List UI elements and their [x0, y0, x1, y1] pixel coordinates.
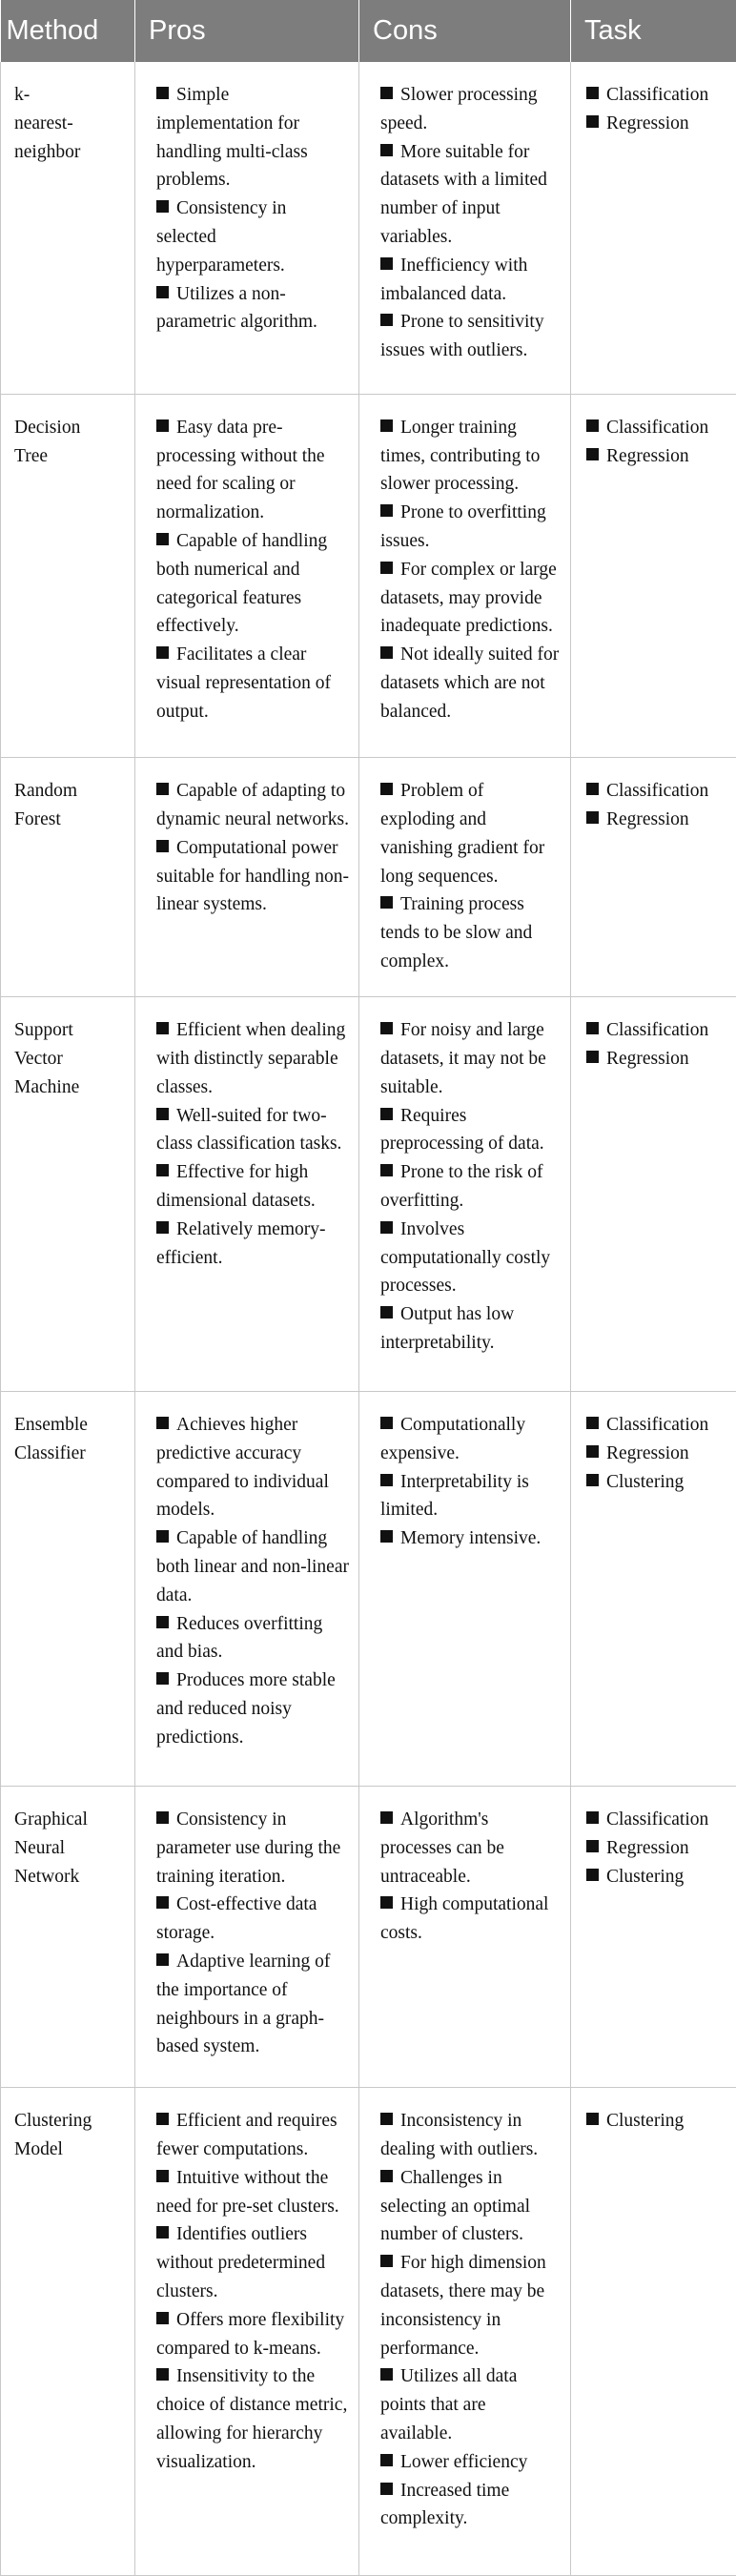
task-cell	[571, 1392, 736, 1787]
pro-item-text: Computational power suitable for handling non-linear systems.	[156, 837, 349, 915]
bullet-square-icon	[586, 1840, 599, 1852]
pro-item	[156, 2220, 349, 2305]
cons-cell	[359, 1787, 571, 2088]
method-name-line: Network	[14, 1866, 80, 1887]
method-name-line: Graphical	[14, 1809, 88, 1830]
task-item	[586, 806, 726, 834]
con-item	[380, 1216, 561, 1300]
con-item-text: Training process tends to be slow and complex.	[380, 894, 533, 971]
con-item-text: Algorithm's processes can be untraceable.	[380, 1809, 504, 1887]
bullet-square-icon	[156, 1530, 169, 1543]
pro-item	[156, 1016, 349, 1101]
pro-item	[156, 414, 349, 527]
con-item-text: Memory intensive.	[400, 1528, 542, 1549]
pro-item	[156, 834, 349, 919]
header-task: Task	[571, 0, 736, 62]
bullet-square-icon	[380, 1164, 393, 1176]
bullet-square-icon	[156, 783, 169, 795]
task-cell	[571, 2088, 736, 2576]
pro-item-text: Offers more flexibility compared to k-means.	[156, 2309, 345, 2359]
bullet-square-icon	[586, 1445, 599, 1458]
bullet-square-icon	[586, 2113, 599, 2125]
task-item-text: Clustering	[606, 1471, 685, 1492]
con-item-text: Challenges in selecting an optimal number of clusters.	[380, 2167, 531, 2245]
pro-item-text: Insensitivity to the choice of distance metric, allowing for hierarchy visualization.	[156, 2366, 348, 2472]
pro-item	[156, 1948, 349, 2061]
bullet-square-icon	[156, 1616, 169, 1628]
con-item	[380, 556, 561, 641]
pro-item	[156, 194, 349, 279]
pro-item	[156, 1524, 349, 1609]
pro-item	[156, 1158, 349, 1216]
task-item-text: Classification	[606, 417, 709, 438]
task-item-text: Regression	[606, 445, 689, 466]
pro-item-text: Capable of handling both linear and non-linear data.	[156, 1528, 349, 1605]
con-item	[380, 641, 561, 726]
con-item-text: High computational costs.	[380, 1894, 549, 1944]
bullet-square-icon	[380, 2170, 393, 2182]
pro-item-text: Adaptive learning of the importance of neighbours in a graph-based system.	[156, 1952, 331, 2057]
pro-item-text: Utilizes a non-parametric algorithm.	[156, 283, 317, 333]
bullet-square-icon	[586, 1869, 599, 1881]
task-item-text: Regression	[606, 1048, 689, 1069]
con-item-text: Lower efficiency	[400, 2451, 528, 2472]
bullet-square-icon	[156, 646, 169, 659]
task-item-text: Regression	[606, 1442, 689, 1463]
task-item-text: Classification	[606, 1809, 709, 1830]
con-item	[380, 1806, 561, 1891]
pro-item	[156, 1806, 349, 1891]
con-item-text: For high dimension datasets, there may be inconsistency in performance.	[380, 2253, 546, 2359]
pro-item	[156, 527, 349, 641]
pro-item-text: Consistency in selected hyperparameters.	[156, 198, 287, 276]
con-item	[380, 308, 561, 365]
bullet-square-icon	[380, 2368, 393, 2381]
con-item	[380, 2164, 561, 2249]
con-item	[380, 2249, 561, 2362]
pro-item	[156, 2164, 349, 2221]
bullet-square-icon	[380, 1221, 393, 1234]
bullet-square-icon	[156, 200, 169, 213]
con-item-text: Output has low interpretability.	[380, 1304, 515, 1353]
con-item	[380, 1016, 561, 1101]
pro-item	[156, 81, 349, 194]
method-cell	[1, 62, 135, 394]
pro-item-text: Relatively memory-efficient.	[156, 1218, 326, 1268]
bullet-square-icon	[586, 87, 599, 99]
bullet-square-icon	[380, 1530, 393, 1543]
task-item	[586, 1016, 726, 1045]
method-name-line: Model	[14, 2139, 63, 2160]
pro-item-text: Reduces overfitting and bias.	[156, 1613, 323, 1663]
pro-item	[156, 777, 349, 834]
method-name-line: k-	[14, 85, 31, 105]
task-item	[586, 414, 726, 442]
table-row	[1, 997, 736, 1392]
con-item	[380, 1891, 561, 1948]
bullet-square-icon	[380, 2113, 393, 2125]
bullet-square-icon	[586, 1474, 599, 1486]
bullet-square-icon	[586, 115, 599, 128]
bullet-square-icon	[380, 419, 393, 432]
task-item	[586, 1440, 726, 1468]
task-item	[586, 110, 726, 138]
bullet-square-icon	[380, 1022, 393, 1034]
con-item-text: Involves computationally costly processes.	[380, 1218, 551, 1297]
bullet-square-icon	[156, 2368, 169, 2381]
con-item	[380, 1411, 561, 1468]
method-name-line: Forest	[14, 808, 61, 829]
task-cell	[571, 1787, 736, 2088]
bullet-square-icon	[380, 1896, 393, 1909]
pro-item-text: Identifies outliers without predetermined clusters.	[156, 2224, 326, 2302]
task-item-text: Clustering	[606, 1866, 685, 1887]
bullet-square-icon	[380, 257, 393, 270]
bullet-square-icon	[380, 1108, 393, 1120]
bullet-square-icon	[156, 1221, 169, 1234]
method-name-line: Random	[14, 781, 78, 802]
con-item	[380, 2477, 561, 2534]
bullet-square-icon	[586, 419, 599, 432]
con-item	[380, 414, 561, 499]
pro-item	[156, 1216, 349, 1273]
header-method: Method	[1, 0, 135, 62]
pros-cell	[135, 1392, 359, 1787]
bullet-square-icon	[156, 286, 169, 298]
bullet-square-icon	[380, 87, 393, 99]
method-cell	[1, 2088, 135, 2576]
method-name-line: Tree	[14, 445, 49, 466]
table-row	[1, 758, 736, 997]
task-item	[586, 1045, 726, 1073]
pro-item-text: Easy data pre-processing without the need for scaling or normalization.	[156, 417, 325, 523]
bullet-square-icon	[380, 2454, 393, 2466]
cons-cell	[359, 758, 571, 997]
pro-item	[156, 1666, 349, 1751]
method-name-line: Support	[14, 1020, 73, 1041]
pros-cell	[135, 1787, 359, 2088]
table-row	[1, 62, 736, 394]
pros-cell	[135, 62, 359, 394]
bullet-square-icon	[586, 448, 599, 460]
bullet-square-icon	[380, 896, 393, 909]
method-cell	[1, 394, 135, 757]
con-item-text: Inefficiency with imbalanced data.	[380, 255, 528, 304]
task-item	[586, 442, 726, 471]
task-item-text: Clustering	[606, 2111, 685, 2132]
task-item	[586, 1834, 726, 1863]
pros-cell	[135, 2088, 359, 2576]
bullet-square-icon	[586, 1051, 599, 1063]
bullet-square-icon	[156, 1108, 169, 1120]
con-item	[380, 252, 561, 309]
cons-cell	[359, 394, 571, 757]
bullet-square-icon	[380, 1474, 393, 1486]
task-item	[586, 1806, 726, 1834]
pro-item-text: Capable of handling both numerical and categorical features effectively.	[156, 530, 328, 637]
bullet-square-icon	[156, 1417, 169, 1429]
cons-cell	[359, 2088, 571, 2576]
pro-item-text: Efficient and requires fewer computations.	[156, 2111, 337, 2160]
method-name-line: Machine	[14, 1076, 80, 1097]
method-cell	[1, 1787, 135, 2088]
pro-item-text: Capable of adapting to dynamic neural networks.	[156, 781, 349, 829]
bullet-square-icon	[586, 783, 599, 795]
bullet-square-icon	[156, 1022, 169, 1034]
con-item-text: Prone to sensitivity issues with outliers.	[380, 312, 544, 361]
method-cell	[1, 997, 135, 1392]
pro-item-text: Intuitive without the need for pre-set clusters.	[156, 2167, 339, 2217]
bullet-square-icon	[156, 1164, 169, 1176]
pro-item	[156, 1102, 349, 1159]
con-item	[380, 2362, 561, 2447]
con-item-text: Longer training times, contributing to slower processing.	[380, 417, 541, 495]
pro-item-text: Consistency in parameter use during the training iteration.	[156, 1809, 341, 1887]
con-item	[380, 1468, 561, 1525]
method-cell	[1, 758, 135, 997]
bullet-square-icon	[380, 562, 393, 574]
task-item-text: Regression	[606, 112, 689, 133]
con-item	[380, 2107, 561, 2164]
pro-item-text: Cost-effective data storage.	[156, 1894, 317, 1944]
task-item	[586, 1468, 726, 1497]
bullet-square-icon	[380, 2255, 393, 2267]
pro-item	[156, 2306, 349, 2363]
con-item-text: For noisy and large datasets, it may not be suitable.	[380, 1020, 546, 1097]
task-item	[586, 777, 726, 806]
bullet-square-icon	[586, 811, 599, 824]
pro-item-text: Efficient when dealing with distinctly separable classes.	[156, 1020, 346, 1097]
con-item-text: Inconsistency in dealing with outliers.	[380, 2111, 539, 2160]
bullet-square-icon	[156, 1953, 169, 1966]
header-cons: Cons	[359, 0, 571, 62]
method-name-line: Classifier	[14, 1442, 86, 1463]
task-cell	[571, 394, 736, 757]
con-item	[380, 2448, 561, 2477]
task-cell	[571, 758, 736, 997]
task-item-text: Classification	[606, 1415, 709, 1436]
table-body	[1, 62, 736, 2576]
con-item	[380, 1102, 561, 1159]
task-item-text: Classification	[606, 85, 709, 105]
pro-item	[156, 2362, 349, 2476]
bullet-square-icon	[380, 144, 393, 156]
method-name-line: Clustering	[14, 2111, 92, 2132]
bullet-square-icon	[156, 1672, 169, 1685]
bullet-square-icon	[586, 1811, 599, 1824]
con-item-text: More suitable for datasets with a limited number of input variables.	[380, 141, 547, 247]
bullet-square-icon	[156, 2170, 169, 2182]
cons-cell	[359, 62, 571, 394]
bullet-square-icon	[380, 314, 393, 326]
pro-item-text: Simple implementation for handling multi-class problems.	[156, 85, 308, 191]
method-cell	[1, 1392, 135, 1787]
bullet-square-icon	[380, 646, 393, 659]
con-item-text: Computationally expensive.	[380, 1415, 526, 1463]
con-item	[380, 138, 561, 252]
con-item-text: Increased time complexity.	[380, 2480, 510, 2529]
con-item-text: Prone to the risk of overfitting.	[380, 1162, 543, 1211]
con-item-text: Utilizes all data points that are available.	[380, 2366, 518, 2444]
bullet-square-icon	[156, 2226, 169, 2239]
bullet-square-icon	[156, 1896, 169, 1909]
bullet-square-icon	[156, 87, 169, 99]
con-item-text: Slower processing speed.	[380, 85, 538, 133]
bullet-square-icon	[156, 2312, 169, 2324]
con-item-text: Prone to overfitting issues.	[380, 502, 546, 551]
bullet-square-icon	[380, 1306, 393, 1319]
con-item	[380, 81, 561, 138]
con-item	[380, 1524, 561, 1553]
pro-item-text: Well-suited for two-class classification tasks.	[156, 1105, 342, 1155]
pros-cell	[135, 394, 359, 757]
con-item-text: For complex or large datasets, may provide inadequate predictions.	[380, 559, 557, 637]
task-item-text: Classification	[606, 781, 709, 802]
pro-item-text: Effective for high dimensional datasets.	[156, 1162, 316, 1211]
task-item-text: Regression	[606, 1837, 689, 1858]
task-item-text: Regression	[606, 808, 689, 829]
bullet-square-icon	[586, 1022, 599, 1034]
con-item-text: Interpretability is limited.	[380, 1471, 529, 1521]
table-row	[1, 1787, 736, 2088]
bullet-square-icon	[156, 533, 169, 545]
bullet-square-icon	[380, 1417, 393, 1429]
cons-cell	[359, 997, 571, 1392]
pro-item	[156, 641, 349, 726]
bullet-square-icon	[380, 1811, 393, 1824]
task-cell	[571, 997, 736, 1392]
pro-item	[156, 1891, 349, 1948]
method-name-line: Neural	[14, 1837, 66, 1858]
method-name-line: nearest-	[14, 112, 73, 133]
con-item	[380, 499, 561, 556]
task-cell	[571, 62, 736, 394]
task-item-text: Classification	[606, 1020, 709, 1041]
cons-cell	[359, 1392, 571, 1787]
bullet-square-icon	[380, 783, 393, 795]
bullet-square-icon	[156, 419, 169, 432]
pro-item	[156, 1610, 349, 1667]
task-item	[586, 81, 726, 110]
task-item	[586, 1863, 726, 1891]
method-name-line: neighbor	[14, 141, 81, 162]
table-row	[1, 1392, 736, 1787]
table-row	[1, 2088, 736, 2576]
task-item	[586, 1411, 726, 1440]
bullet-square-icon	[156, 840, 169, 852]
bullet-square-icon	[156, 1811, 169, 1824]
header-row	[1, 0, 736, 62]
method-name-line: Decision	[14, 417, 81, 438]
con-item-text: Problem of exploding and vanishing gradient for long sequences.	[380, 781, 545, 887]
task-item	[586, 2107, 726, 2136]
bullet-square-icon	[156, 2113, 169, 2125]
con-item-text: Not ideally suited for datasets which are not balanced.	[380, 644, 560, 722]
pros-cell	[135, 997, 359, 1392]
pro-item-text: Produces more stable and reduced noisy predictions.	[156, 1670, 336, 1748]
con-item	[380, 1158, 561, 1216]
bullet-square-icon	[380, 504, 393, 517]
method-name-line: Vector	[14, 1048, 63, 1069]
table-header	[1, 0, 736, 62]
con-item-text: Requires preprocessing of data.	[380, 1105, 544, 1155]
method-name-line: Ensemble	[14, 1415, 88, 1436]
pro-item-text: Achieves higher predictive accuracy compared to individual models.	[156, 1415, 329, 1521]
bullet-square-icon	[380, 2483, 393, 2495]
pro-item	[156, 280, 349, 337]
bullet-square-icon	[586, 1417, 599, 1429]
pro-item	[156, 1411, 349, 1524]
pros-cell	[135, 758, 359, 997]
table-row	[1, 394, 736, 757]
con-item	[380, 777, 561, 890]
pro-item	[156, 2107, 349, 2164]
pro-item-text: Facilitates a clear visual representation of output.	[156, 644, 332, 722]
header-pros: Pros	[135, 0, 359, 62]
con-item	[380, 1300, 561, 1358]
con-item	[380, 890, 561, 975]
